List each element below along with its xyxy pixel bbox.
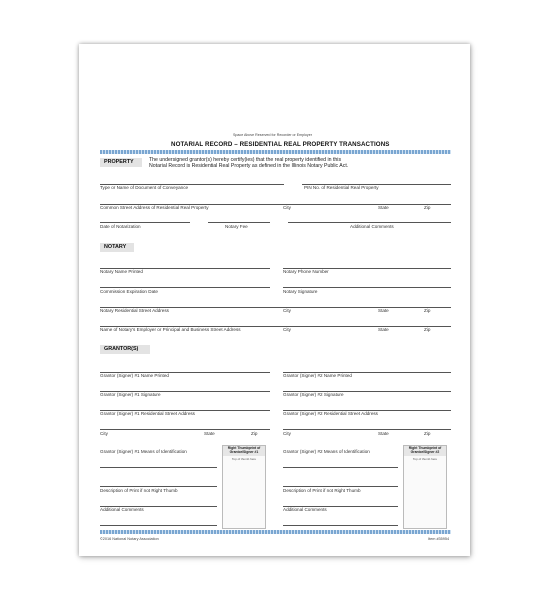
form-title: NOTARIAL RECORD – RESIDENTIAL REAL PROPERTY TRANSACTIONS — [171, 141, 390, 148]
property-city-label: City — [283, 205, 291, 210]
notarization-date-label: Date of Notarization — [100, 224, 141, 229]
notary-heading: NOTARY — [100, 243, 134, 252]
property-description-line1: The undersigned grantor(s) hereby certify(ies) that the real property identified in this — [149, 157, 342, 163]
property-description — [149, 157, 348, 170]
grantor2-comments-label: Additional Comments — [283, 507, 327, 512]
item-number: Item #35954 — [428, 537, 450, 541]
grantor2-city-field[interactable] — [283, 429, 451, 430]
property-description-line2: Notarial Record is Residential Real Property as defined in the Illinois Notary Public Act. — [149, 163, 349, 170]
doc-type-label: Type or Name of Document of Conveyance — [100, 185, 189, 190]
property-street-label: Common Street Address of Residential Real Property — [100, 205, 209, 210]
notary-state-label: State — [378, 308, 389, 313]
grantor2-print-desc-label: Description of Print if not Right Thumb — [283, 488, 361, 493]
employer-state-label: State — [378, 327, 389, 332]
grantor2-state-label: State — [378, 431, 389, 436]
notary-signature-label: Notary Signature — [283, 289, 318, 294]
notary-street-label: Notary Residential Street Address — [100, 308, 169, 313]
grantor2-signature-label: Grantor (Signer) #2 Signature — [283, 392, 344, 397]
property-comments-field[interactable] — [288, 222, 451, 223]
grantor2-thumbprint-box[interactable] — [403, 445, 447, 529]
grantor2-city-label: City — [283, 431, 291, 436]
grantor2-street-label: Grantor (Signer) #2 Residential Street Address — [283, 411, 378, 416]
property-heading: PROPERTY — [100, 158, 142, 167]
grantor1-comments-field-2[interactable] — [100, 525, 217, 526]
employer-zip-label: Zip — [424, 327, 431, 332]
top-stripe — [100, 150, 451, 154]
grantor1-state-label: State — [204, 431, 215, 436]
property-state-label: State — [378, 205, 389, 210]
notary-signature-field[interactable] — [283, 287, 451, 288]
form-page — [79, 44, 470, 556]
grantor1-thumbprint-box[interactable] — [222, 445, 266, 529]
bottom-stripe — [100, 530, 451, 534]
grantor1-id-label: Grantor (Signer) #1 Means of Identification — [100, 449, 187, 454]
notary-zip-label: Zip — [424, 308, 431, 313]
grantor1-signature-label: Grantor (Signer) #1 Signature — [100, 392, 161, 397]
grantor2-zip-label: Zip — [424, 431, 431, 436]
grantor1-id-field[interactable] — [100, 467, 217, 468]
grantors-heading: GRANTOR(S) — [100, 345, 150, 354]
thumbprint1-title: Right Thumbprint of Grantor/Signer #1 — [223, 446, 265, 456]
grantor1-name-label: Grantor (Signer) #1 Name Printed — [100, 373, 169, 378]
employer-city-label: City — [283, 327, 291, 332]
copyright: ©2016 National Notary Association — [100, 537, 159, 541]
notarization-date-field[interactable] — [100, 222, 190, 223]
thumbprint2-note: Top of thumb here — [412, 456, 438, 461]
grantor1-street-label: Grantor (Signer) #1 Residential Street Address — [100, 411, 195, 416]
property-zip-label: Zip — [424, 205, 431, 210]
notary-phone-label: Notary Phone Number — [283, 269, 329, 274]
commission-expiration-label: Commission Expiration Date — [100, 289, 158, 294]
notary-fee-field[interactable] — [208, 222, 270, 223]
grantor2-id-field[interactable] — [283, 467, 398, 468]
grantor1-city-field[interactable] — [100, 429, 270, 430]
grantor2-id-label: Grantor (Signer) #2 Means of Identification — [283, 449, 370, 454]
notary-name-label: Notary Name Printed — [100, 269, 143, 274]
space-reserved-note: Space Above Reserved for Recorder or Employer — [233, 133, 312, 137]
commission-expiration-field[interactable] — [100, 287, 270, 288]
grantor2-comments-field-2[interactable] — [283, 525, 398, 526]
employer-label: Name of Notary's Employer or Principal and Business Street Address — [100, 327, 241, 332]
thumbprint1-note: Top of thumb here — [231, 456, 257, 461]
pin-label: PIN No. of Residential Real Property — [304, 185, 379, 190]
grantor1-city-label: City — [100, 431, 108, 436]
grantor1-zip-label: Zip — [251, 431, 258, 436]
grantor1-comments-label: Additional Comments — [100, 507, 144, 512]
grantor2-name-label: Grantor (Signer) #2 Name Printed — [283, 373, 352, 378]
grantor2-print-desc-field[interactable] — [283, 486, 398, 487]
grantor1-print-desc-field[interactable] — [100, 486, 217, 487]
notary-fee-label: Notary Fee — [225, 224, 248, 229]
grantor1-print-desc-label: Description of Print if not Right Thumb — [100, 488, 178, 493]
notary-city-label: City — [283, 308, 291, 313]
thumbprint2-title: Right Thumbprint of Grantor/Signer #2 — [404, 446, 446, 456]
property-comments-label: Additional Comments — [350, 224, 394, 229]
